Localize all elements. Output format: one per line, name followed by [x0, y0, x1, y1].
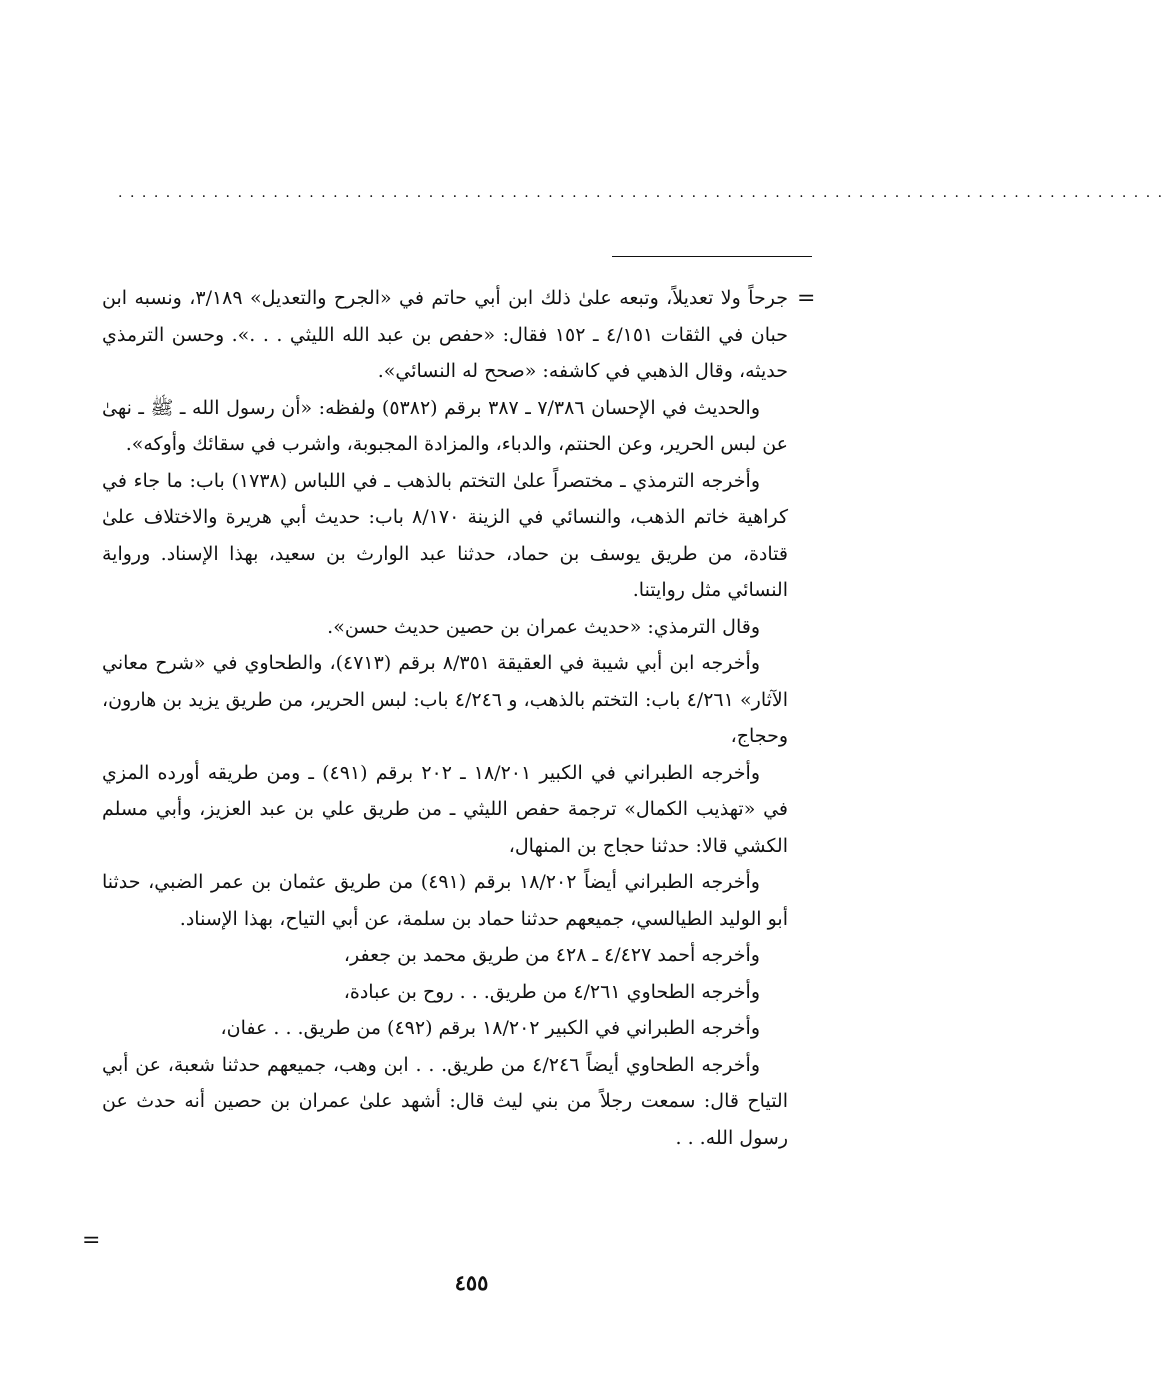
footnote-paragraph: وقال الترمذي: «حديث عمران بن حصين حديث حسن». — [327, 615, 760, 638]
footnotes-body — [102, 280, 788, 1156]
footnote-rule — [612, 256, 812, 257]
footnote-paragraph: وأخرجه أحمد ٤/٤٢٧ ـ ٤٢٨ من طريق محمد بن جعفر، — [343, 944, 760, 966]
footnote-paragraph: وأخرجه الطحاوي ٤/٢٦١ من طريق. . . روح بن عبادة، — [343, 980, 760, 1003]
footnote-paragraph: وأخرجه الطبراني في الكبير ١٨/٢٠٢ برقم (٤٩٢) من طريق. . . عفان، — [220, 1017, 760, 1039]
footnote-paragraph: وأخرجه الترمذي ـ مختصراً علىٰ التختم بالذهب ـ في اللباس (١٧٣٨) باب: ما جاء في كراهية خاتم الذهب، والنسائي في الزينة ٨/١٧٠ باب: حديث أبي هريرة والاختلاف علىٰ قتادة، من طريق يوسف بن حماد، حدثنا عبد الوارث بن سعيد، بهذا الإسناد. ورواية النسائي مثل روايتنا. — [102, 469, 788, 601]
footnote-paragraph: والحديث في الإحسان ٧/٣٨٦ ـ ٣٨٧ برقم (٥٣٨٢) ولفظه: «أن رسول الله ـ ﷺ ـ نهىٰ عن لبس الحرير، وعن الحنتم، والدباء، والمزادة المجبوبة، واشرب في سقائك وأوكه». — [102, 396, 788, 455]
continuation-mark-end: = — [82, 1228, 101, 1253]
footnote-paragraph: جرحاً ولا تعديلاً، وتبعه علىٰ ذلك ابن أبي حاتم في «الجرح والتعديل» ٣/١٨٩، ونسبه ابن حبان في الثقات ٤/١٥١ ـ ١٥٢ فقال: «حفص بن عبد الله الليثي . . .». وحسن الترمذي حديثه، وقال الذهبي في كاشفه: «صحح له النسائي». — [102, 287, 789, 382]
footnote-paragraph: وأخرجه الطبراني في الكبير ١٨/٢٠١ ـ ٢٠٢ برقم (٤٩١) ـ ومن طريقه أورده المزي في «تهذيب الكمال» ترجمة حفص الليثي ـ من طريق علي بن عبد العزيز، وأبي مسلم الكشي قالا: حدثنا حجاج بن المنهال، — [102, 761, 788, 857]
continuation-mark-start: = — [797, 286, 816, 311]
footnote-paragraph: وأخرجه الطحاوي أيضاً ٤/٢٤٦ من طريق. . . ابن وهب، جميعهم حدثنا شعبة، عن أبي التياح قال: سمعت رجلاً من بني ليث قال: أشهد علىٰ عمران بن حصين أنه حدث عن رسول الله. . . — [102, 1053, 788, 1149]
footnote-paragraph: وأخرجه ابن أبي شيبة في العقيقة ٨/٣٥١ برقم (٤٧١٣)، والطحاوي في «شرح معاني الآثار» ٤/٢٦١ باب: التختم بالذهب، و ٤/٢٤٦ باب: لبس الحرير، من طريق يزيد بن هارون، وحجاج، — [102, 652, 789, 747]
footnote-paragraph: وأخرجه الطبراني أيضاً ١٨/٢٠٢ برقم (٤٩١) من طريق عثمان بن عمر الضبي، حدثنا أبو الوليد الطيالسي، جميعهم حدثنا حماد بن سلمة، عن أبي التياح، بهذا الإسناد. — [102, 871, 788, 930]
separator-dots: ........................................................................................ — [118, 185, 1170, 201]
page-number: ٤٥٥ — [454, 1270, 489, 1295]
